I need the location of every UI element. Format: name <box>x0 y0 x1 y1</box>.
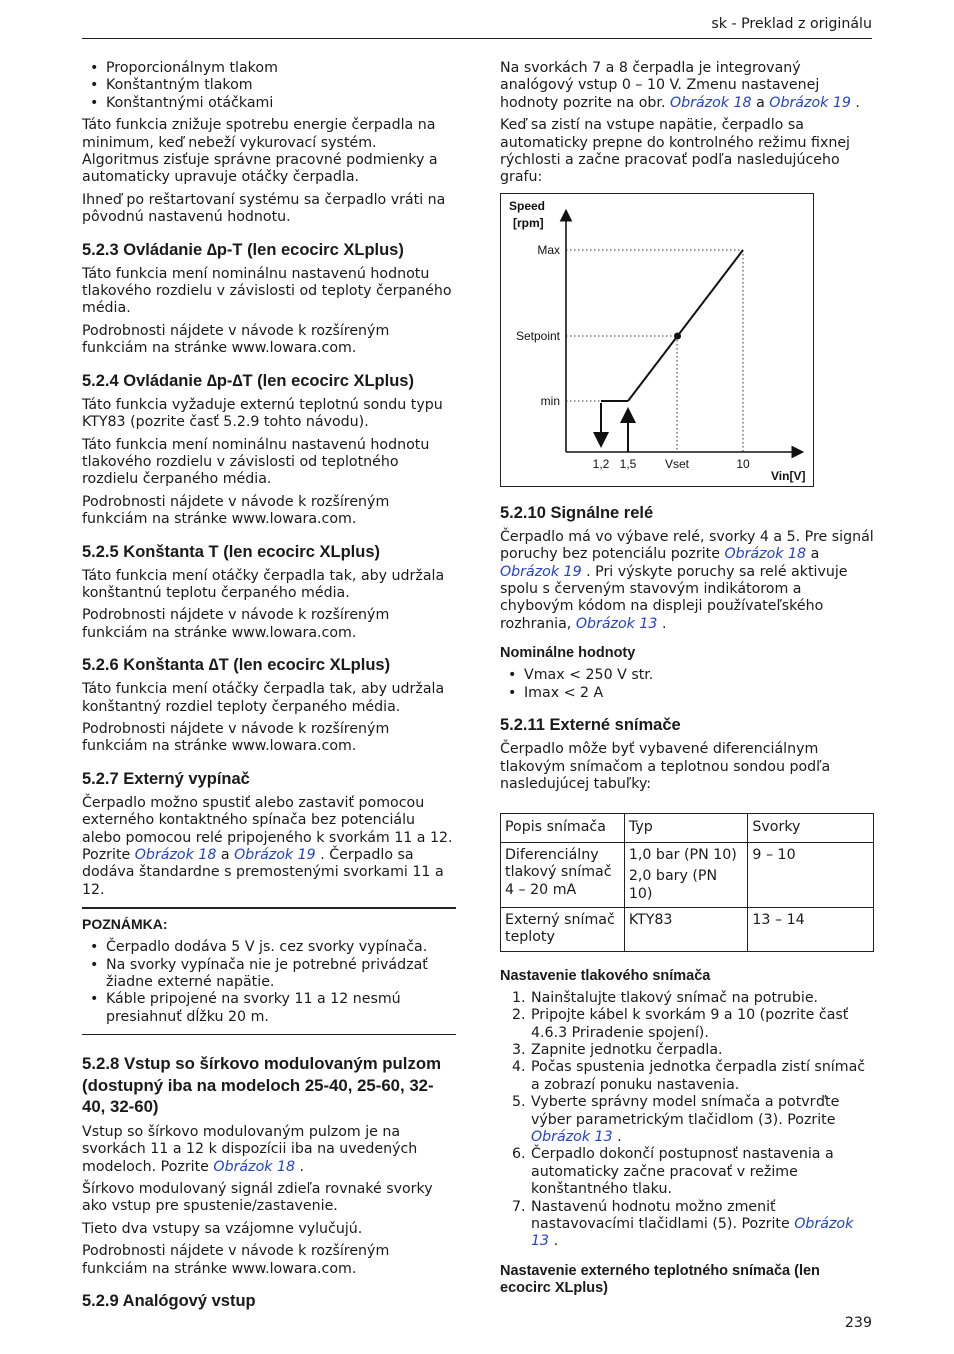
table-header-row <box>501 814 874 842</box>
list-item: • Imax < 2 A <box>500 685 874 702</box>
list-item: • Káble pripojené na svorky 11 a 12 nesmú presiahnuť dĺžku 20 m. <box>82 991 456 1026</box>
list-item: • Na svorky vypínača nie je potrebné privádzať žiadne externé napätie. <box>82 957 456 992</box>
table-row <box>501 842 874 907</box>
figure-link[interactable]: Obrázok 13 <box>531 1216 854 1250</box>
figure-link[interactable]: Obrázok 18 <box>724 546 807 563</box>
list-item: • Konštantným tlakom <box>82 77 456 94</box>
x-tick-label: Vset <box>664 456 690 471</box>
paragraph: Táto funkcia mení nominálnu nastavenú hodnotu tlakového rozdielu v závislosti od teploty čerpaného média. <box>82 265 452 317</box>
figure-link[interactable]: Obrázok 13 <box>575 615 658 632</box>
table-cell: Diferenciálny tlakový snímač 4 – 20 mA <box>501 842 625 907</box>
figure-link[interactable]: Obrázok 18 <box>134 847 217 863</box>
section-heading-5-2-7: 5.2.7 Externý vypínač <box>82 769 250 788</box>
figure-link[interactable]: Obrázok 19 <box>500 563 582 580</box>
left-column <box>82 60 456 1317</box>
figure-link[interactable]: Obrázok 19 <box>234 847 316 863</box>
chart-svg <box>501 194 813 486</box>
header-text: sk - Preklad z originálu <box>711 16 872 32</box>
section-heading-5-2-3: 5.2.3 Ovládanie ∆p-T (len ecocirc XLplus) <box>82 240 404 259</box>
figure-link[interactable]: Obrázok 19 <box>769 94 851 111</box>
paragraph: Čerpadlo má vo výbave relé, svorky 4 a 5. Pre signál poruchy bez potenciálu pozrite Obrázok 18 a Obrázok 19 . Pri výskyte poruchy sa relé aktivuje spolu s červeným stavovým indikátorom a chybovým kódom na displeji používateľského rozhrania, Obrázok 13 . <box>500 528 874 632</box>
speed-line <box>628 250 743 401</box>
list-item: 2. Pripojte kábel k svorkám 9 a 10 (pozrite časť 4.6.3 Priradenie spojení). <box>512 1007 849 1041</box>
table-cell: Externý snímač teploty <box>501 907 625 951</box>
note-list <box>82 939 456 1026</box>
paragraph: Táto funkcia mení nominálnu nastavenú hodnotu tlakového rozdielu v závislosti od teplotného rozdielu čerpaného média. <box>82 436 430 488</box>
page-header <box>82 14 872 39</box>
section-heading-5-2-9: 5.2.9 Analógový vstup <box>82 1292 256 1310</box>
subheading-pressure-sensor: Nastavenie tlakového snímača <box>500 967 711 984</box>
right-column <box>500 60 874 1302</box>
section-heading-5-2-6: 5.2.6 Konštanta ∆T (len ecocirc XLplus) <box>82 656 391 675</box>
table-header: Typ <box>624 814 748 842</box>
table-cell: 1,0 bar (PN 10) 2,0 bary (PN 10) <box>624 842 748 907</box>
note-title: POZNÁMKA: <box>82 916 168 933</box>
list-item: 1. Nainštalujte tlakový snímač na potrubie. <box>512 989 819 1006</box>
y-tick-label: Setpoint <box>515 328 560 343</box>
paragraph: Táto funkcia mení otáčky čerpadla tak, aby udržala konštantný rozdiel teploty čerpaného média. <box>82 681 445 715</box>
paragraph: Tieto dva vstupy sa vzájomne vylučujú. <box>82 1220 363 1237</box>
page-number: 239 <box>844 1314 872 1331</box>
y-tick-label: Max <box>537 242 560 257</box>
paragraph: Podrobnosti nájdete v návode k rozšíreným funkciám na stránke www.lowara.com. <box>82 1243 390 1277</box>
setpoint-marker <box>674 332 681 339</box>
paragraph: Vstup so šírkovo modulovaným pulzom je na svorkách 11 a 12 k dispozícii iba na uvedených modeloch. Pozrite Obrázok 18 . <box>82 1123 418 1175</box>
paragraph: Čerpadlo možno spustiť alebo zastaviť pomocou externého kontaktného spínača bez potenciálu alebo pomocou relé pripojeného k svorkám 11 a 12. Pozrite Obrázok 18 a Obrázok 19 . Čerpadlo sa dodáva štandardne s premostenými svorkami 11 a 12. <box>82 794 453 898</box>
list-item: 7. Nastavenú hodnotu možno zmeniť nastavovacími tlačidlami (5). Pozrite Obrázok 13 . <box>512 1198 854 1250</box>
table-header: Popis snímača <box>501 814 625 842</box>
paragraph: Táto funkcia mení otáčky čerpadla tak, aby udržala konštantnú teplotu čerpaného média. <box>82 567 445 601</box>
subheading-temperature-sensor: Nastavenie externého teplotného snímača (len ecocirc XLplus) <box>500 1262 820 1296</box>
paragraph: Čerpadlo môže byť vybavené diferenciálnym tlakovým snímačom a teplotnou sondou podľa nasledujúcej tabuľky: <box>500 741 831 792</box>
list-item: 3. Zapnite jednotku čerpadla. <box>512 1041 723 1058</box>
list-item: • Konštantnými otáčkami <box>82 95 456 112</box>
x-axis-label: Vin[V] <box>771 468 806 483</box>
section-heading-5-2-8: 5.2.8 Vstup so šírkovo modulovaným pulzom (dostupný iba na modeloch 25-40, 25-60, 32-40, 32-60) <box>82 1054 442 1117</box>
x-tick-label: 1,5 <box>619 456 637 471</box>
section-heading-5-2-10: 5.2.10 Signálne relé <box>500 503 654 522</box>
x-tick-label: 1,2 <box>592 456 610 471</box>
speed-voltage-chart <box>500 193 814 487</box>
list-item: 6. Čerpadlo dokončí postupnosť nastavenia a automaticky začne pracovať v režime konštantného tlaku. <box>512 1146 834 1198</box>
table-cell: KTY83 <box>624 907 748 951</box>
table-cell: 13 – 14 <box>748 907 874 951</box>
list-item: 5. Vyberte správny model snímača a potvrďte výber parametrickým tlačidlom (3). Pozrite Obrázok 13 . <box>512 1094 840 1145</box>
paragraph: Podrobnosti nájdete v návode k rozšíreným funkciám na stránke www.lowara.com. <box>82 607 390 641</box>
paragraph: Podrobnosti nájdete v návode k rozšíreným funkciám na stránke www.lowara.com. <box>82 720 390 755</box>
list-item: • Proporcionálnym tlakom <box>82 60 456 77</box>
x-tick-label: 10 <box>736 456 750 471</box>
table-row <box>501 907 874 951</box>
section-heading-5-2-11: 5.2.11 Externé snímače <box>500 716 681 735</box>
figure-link[interactable]: Obrázok 13 <box>531 1129 613 1145</box>
y-axis-label: Speed <box>509 198 546 213</box>
figure-link[interactable]: Obrázok 18 <box>213 1158 296 1175</box>
table-cell: 9 – 10 <box>748 842 874 907</box>
y-axis-unit: [rpm] <box>513 215 544 230</box>
paragraph: Táto funkcia znižuje spotrebu energie čerpadla na minimum, keď nebeží vykurovací systém. Algoritmus zisťuje správne pracovné podmienky a automaticky upravuje otáčky čerpadla. <box>82 117 438 186</box>
section-heading-5-2-5: 5.2.5 Konštanta T (len ecocirc XLplus) <box>82 542 380 561</box>
section-heading-5-2-4: 5.2.4 Ovládanie ∆p-∆T (len ecocirc XLplus) <box>82 371 414 390</box>
y-tick-label: min <box>540 393 560 408</box>
list-item: • Čerpadlo dodáva 5 V js. cez svorky vypínača. <box>82 939 456 956</box>
paragraph: Podrobnosti nájdete v návode k rozšíreným funkciám na stránke www.lowara.com. <box>82 493 390 528</box>
paragraph: Podrobnosti nájdete v návode k rozšíreným funkciám na stránke www.lowara.com. <box>82 322 390 357</box>
table-header: Svorky <box>748 814 874 842</box>
paragraph: Keď sa zistí na vstupe napätie, čerpadlo sa automaticky prepne do kontrolného režimu fixnej rýchlosti a začne pracovať podľa nasledujúceho grafu: <box>500 117 850 186</box>
list-item: 4. Počas spustenia jednotka čerpadla zistí snímač a zobrazí ponuku nastavenia. <box>512 1059 866 1093</box>
list-item: • Vmax < 250 V str. <box>500 667 874 684</box>
paragraph: Šírkovo modulovaný signál zdieľa rovnaké svorky ako vstup pre spustenie/zastavenie. <box>82 1180 433 1215</box>
note-box <box>82 907 456 1035</box>
paragraph: Ihneď po reštartovaní systému sa čerpadlo vráti na pôvodnú nastavenú hodnotu. <box>82 191 446 226</box>
nominal-list <box>500 667 874 702</box>
paragraph: Táto funkcia vyžaduje externú teplotnú sondu typu KTY83 (pozrite časť 5.2.9 tohto návodu). <box>82 396 443 431</box>
subheading-nominal-values: Nominálne hodnoty <box>500 645 636 662</box>
intro-bullets <box>82 60 456 112</box>
setup-steps <box>500 990 874 1251</box>
sensors-table <box>500 813 874 951</box>
figure-link[interactable]: Obrázok 18 <box>669 94 752 111</box>
paragraph: Na svorkách 7 a 8 čerpadla je integrovaný analógový vstup 0 – 10 V. Zmenu nastavenej hodnoty pozrite na obr. Obrázok 18 a Obrázok 19 . <box>500 60 860 111</box>
